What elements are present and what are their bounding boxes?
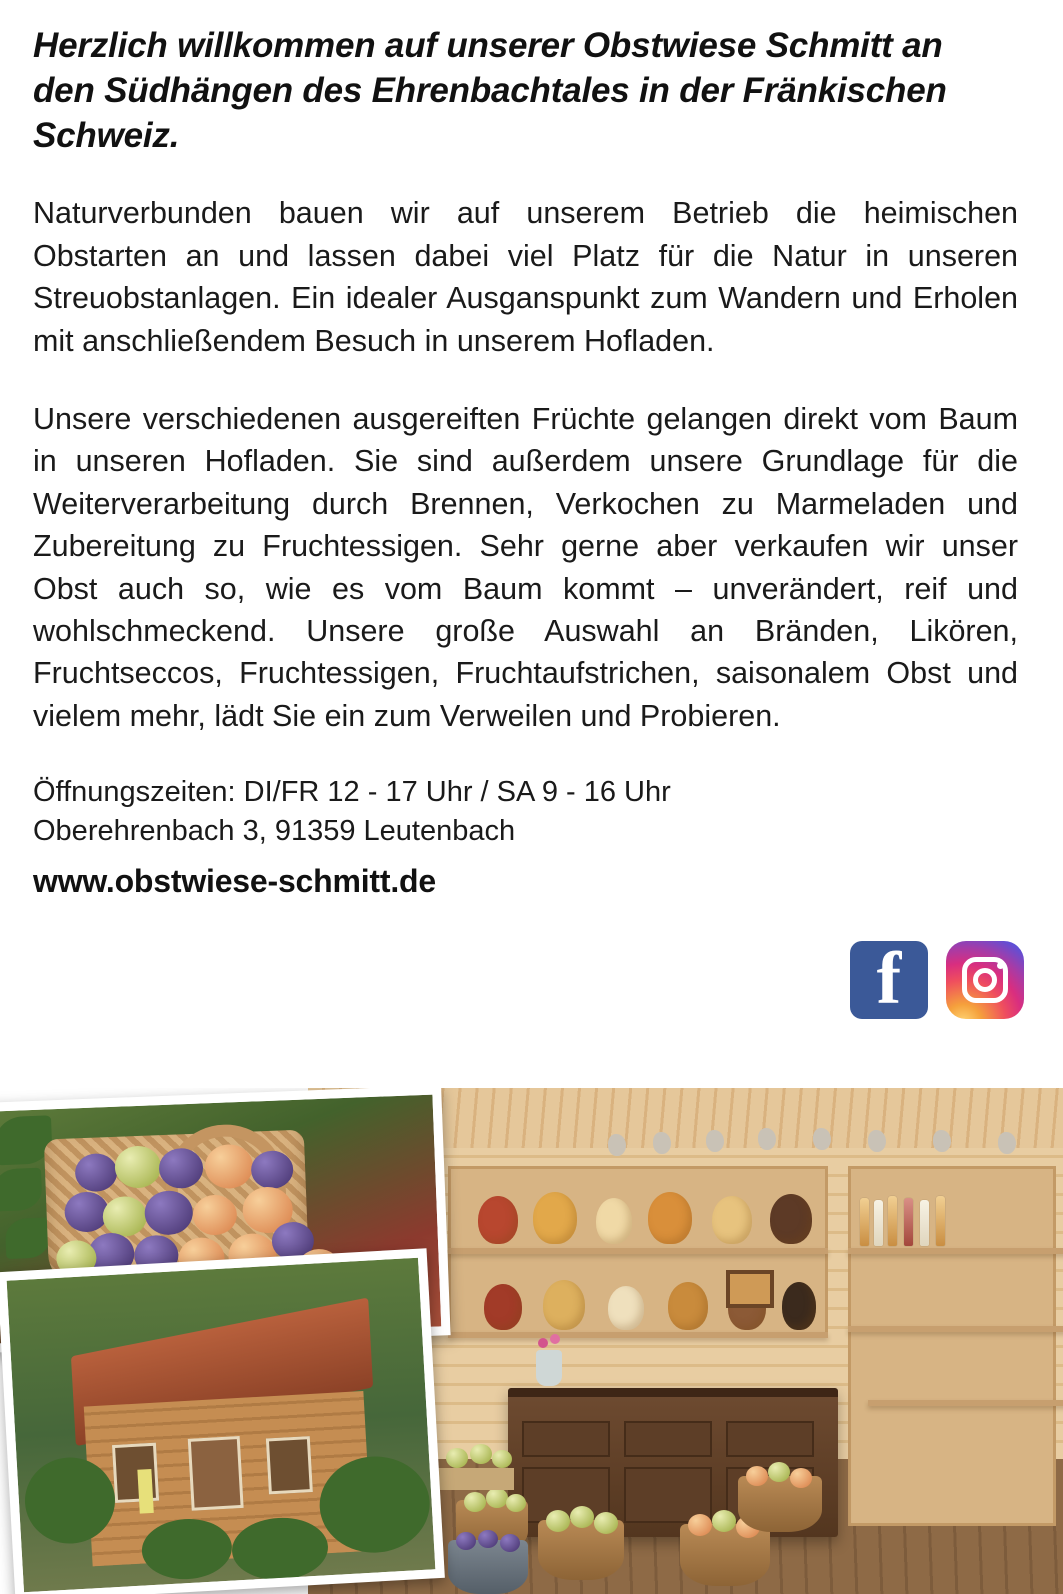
decorative-chicken-icon	[933, 1130, 951, 1152]
display-stool	[438, 1468, 514, 1490]
decorative-chicken-icon	[653, 1132, 671, 1154]
apple	[464, 1492, 486, 1512]
apple	[506, 1494, 526, 1512]
counter-drawer	[522, 1421, 610, 1457]
instagram-icon[interactable]	[946, 941, 1024, 1019]
website-link[interactable]: www.obstwiese-schmitt.de	[33, 863, 436, 900]
shelf-board	[848, 1248, 1063, 1254]
shelf-board	[448, 1332, 828, 1338]
decorative-chicken-icon	[758, 1128, 776, 1150]
decorative-chicken-icon	[868, 1130, 886, 1152]
plum	[456, 1532, 476, 1550]
counter-drawer	[624, 1421, 712, 1457]
plum	[500, 1534, 520, 1552]
apple	[570, 1506, 594, 1528]
house-door	[188, 1436, 244, 1511]
apple	[546, 1510, 570, 1532]
pear	[492, 1450, 512, 1468]
flower	[550, 1334, 560, 1344]
instagram-lens	[973, 968, 997, 992]
facebook-icon[interactable]	[850, 941, 928, 1019]
farm-house-image	[7, 1258, 436, 1593]
address: Oberehrenbach 3, 91359 Leutenbach	[33, 814, 516, 847]
bottle	[874, 1200, 883, 1246]
bottle	[860, 1198, 869, 1246]
apple	[594, 1512, 618, 1534]
pear	[470, 1444, 492, 1464]
framed-picture	[726, 1270, 774, 1308]
bottle	[904, 1198, 913, 1246]
anzeige-label	[1034, 0, 1057, 18]
carafe	[668, 1282, 708, 1330]
apple	[790, 1468, 812, 1488]
flower	[538, 1338, 548, 1348]
house-window	[266, 1436, 313, 1494]
intro-paragraph: Naturverbunden bauen wir auf unserem Betrieb die heimischen Obstarten an und lassen dabei viel Platz für die Natur in unseren Streuobstanlagen. Ein idealer Ausganspunkt zum Wandern und Erholen mit anschließendem Besuch in unserem Hofladen.	[33, 196, 1018, 358]
carafe	[543, 1280, 585, 1330]
carafe	[478, 1196, 518, 1244]
page-title: Herzlich willkommen auf unserer Obstwiese Schmitt an den Südhängen des Ehrenbachtales in der Fränkischen Schweiz.	[33, 26, 947, 155]
social-links	[850, 941, 1024, 1019]
shelf-board	[448, 1248, 828, 1254]
shelf-board	[868, 1400, 1063, 1406]
carafe	[782, 1282, 816, 1330]
products-paragraph: Unsere verschiedenen ausgereiften Früchte gelangen direkt vom Baum in unseren Hofladen. Sie sind außerdem unsere Grundlage für die Weiterverarbeitung durch Brennen, Verkochen zu Marmeladen und Zubereitung zu Fruchtessigen. Sehr gerne aber verkaufen wir unser Obst auch so, wie es vom Baum kommt – unverändert, reif und wohlschmeckend. Unsere große Auswahl an Bränden, Likören, Fruchtseccos, Fruchtessigen, Fruchtaufstrichen, saisonalem Obst und vielem mehr, lädt Sie ein zum Verweilen und Probieren.	[33, 401, 1018, 733]
info-sign	[137, 1469, 153, 1514]
carafe	[712, 1196, 752, 1244]
decorative-chicken-icon	[706, 1130, 724, 1152]
carafe	[770, 1194, 812, 1244]
instagram-dot	[997, 962, 1004, 969]
carafe	[484, 1284, 522, 1330]
photo-collage	[0, 1088, 1063, 1594]
plum	[478, 1530, 498, 1548]
contact-info	[33, 773, 1018, 903]
flower-vase	[536, 1350, 562, 1386]
carafe	[533, 1192, 577, 1244]
carafe	[608, 1286, 644, 1330]
bottle	[936, 1196, 945, 1246]
apple	[486, 1488, 508, 1508]
decorative-chicken-icon	[608, 1134, 626, 1156]
opening-hours: Öffnungszeiten: DI/FR 12 - 17 Uhr / SA 9 - 16 Uhr	[33, 776, 671, 809]
ad-text-content	[33, 24, 1018, 903]
pear	[446, 1448, 468, 1468]
bottle	[888, 1196, 897, 1246]
farm-house-photo	[0, 1248, 445, 1594]
carafe	[648, 1192, 692, 1244]
bottle	[920, 1200, 929, 1246]
decorative-chicken-icon	[998, 1132, 1016, 1154]
apple	[768, 1462, 790, 1482]
carafe	[596, 1198, 632, 1244]
counter-drawer	[726, 1421, 814, 1457]
apple	[746, 1466, 768, 1486]
apple	[712, 1510, 736, 1532]
apple	[688, 1514, 712, 1536]
decorative-chicken-icon	[813, 1128, 831, 1150]
shelf-board	[848, 1326, 1063, 1332]
